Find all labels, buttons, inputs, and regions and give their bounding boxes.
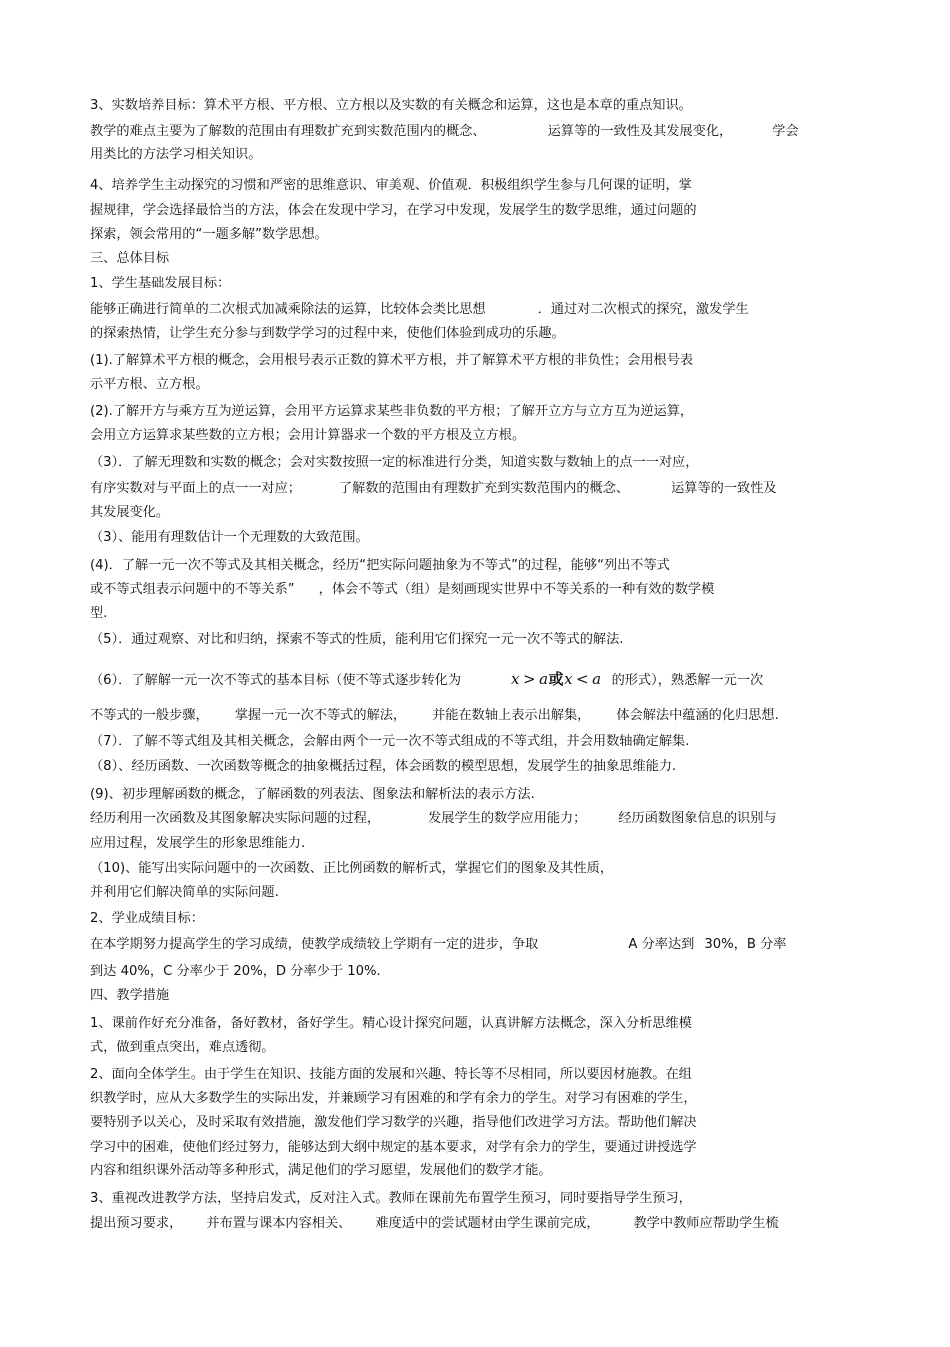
text-segment: 并布置与课本内容相关、 (206, 1216, 352, 1231)
text-line: 1、课前作好充分准备，备好教材，备好学生。精心设计探究问题，认真讲解方法概念，深入分析思维模 (90, 1016, 692, 1031)
text-segment: 经历函数图象信息的识别与 (618, 811, 777, 826)
text-line (90, 122, 799, 142)
text-line (90, 1214, 779, 1234)
text-line: (9)、初步理解函数的概念，了解函数的列表法、图象法和解析法的表示方法. (90, 787, 535, 802)
inequality-formula (511, 670, 602, 688)
text-line: （3）、能用有理数估计一个无理数的大致范围。 (90, 530, 369, 545)
text-segment: 掌握一元一次不等式的解法， (234, 708, 407, 723)
text-line: 用类比的方法学习相关知识。 (90, 147, 262, 162)
text-line: 要特别予以关心，及时采取有效措施，激发他们学习数学的兴趣，指导他们改进学习方法。帮助他们解决 (90, 1115, 697, 1130)
formula-op1: > (523, 670, 537, 688)
formula-conj: 或 (548, 670, 565, 688)
text-segment: 运算等的一致性及其发展变化， (547, 124, 733, 139)
text-line: 的探索热情，让学生充分参与到数学学习的过程中来，使他们体验到成功的乐趣。 (90, 326, 565, 341)
text-segment: 体会解法中蕴涵的化归思想. (616, 708, 779, 723)
text-segment: 难度适中的尝试题材由学生课前完成， (375, 1216, 600, 1231)
text-line: (1).了解算术平方根的概念，会用根号表示正数的算术平方根，并了解算术平方根的非负性；会用根号表 (90, 353, 694, 368)
text-segment: 提出预习要求， (90, 1216, 183, 1231)
text-line: 到达 40%，C 分率少于 20%，D 分率少于 10%. (90, 964, 381, 979)
text-line (90, 935, 786, 955)
section-4-heading: 四、教学措施 (90, 988, 170, 1003)
text-line (90, 706, 779, 726)
text-segment: 能够正确进行简单的二次根式加减乘除法的运算，比较体会类比思想 (90, 302, 486, 317)
text-segment: A 分率达到 (628, 937, 695, 952)
text-line (90, 479, 777, 499)
text-line: 内容和组织课外活动等多种形式，满足他们的学习愿望，发展他们的数学才能。 (90, 1163, 552, 1178)
subsection-1-heading: 1、学生基础发展目标： (90, 276, 231, 291)
text-segment: 教学中教师应帮助学生梳 (633, 1216, 779, 1231)
section-3-heading: 三、总体目标 (90, 251, 170, 266)
text-line: 并利用它们解决简单的实际问题. (90, 885, 279, 900)
text-line (90, 300, 749, 320)
text-line: 握规律，学会选择最恰当的方法，体会在发现中学习，在学习中发现，发展学生的数学思维，通过问题的 (90, 203, 697, 218)
text-line: 式，做到重点突出，难点透彻。 (90, 1040, 275, 1055)
text-line (90, 809, 777, 829)
text-segment: 发展学生的数学应用能力； (428, 811, 587, 826)
text-line: 型. (90, 606, 108, 621)
text-line: 织教学时，应从大多数学生的实际出发，并兼顾学习有困难的和学有余力的学生。对学习有困难的学生， (90, 1091, 697, 1106)
text-segment: 运算等的一致性及 (671, 481, 777, 496)
text-line: 其发展变化。 (90, 505, 170, 520)
text-line: 4、培养学生主动探究的习惯和严密的思维意识、审美观、价值观．积极组织学生参与几何课的证明，掌 (90, 178, 692, 193)
text-segment: 教学的难点主要为了解数的范围由有理数扩充到实数范围内的概念、 (90, 124, 486, 139)
formula-val2: a (592, 670, 602, 688)
text-line: (2).了解开方与乘方互为逆运算，会用平方运算求某些非负数的平方根；了解开立方与立方互为逆运算， (90, 404, 694, 419)
text-segment: ．通过对二次根式的探究，激发学生 (537, 302, 749, 317)
text-line: 示平方根、立方根。 (90, 377, 209, 392)
formula-left-var: x (511, 670, 521, 688)
formula-op2: < (576, 670, 590, 688)
text-line (90, 669, 763, 691)
text-line: 学习中的困难，使他们经过努力，能够达到大纲中规定的基本要求，对学有余力的学生，要通过讲授选学 (90, 1140, 697, 1155)
text-line: (4)．了解一元一次不等式及其相关概念，经历“把实际问题抽象为不等式”的过程，能够“列出不等式 (90, 558, 670, 573)
formula-val1: a (539, 670, 549, 688)
text-segment: 有序实数对与平面上的点一一对应； (90, 481, 301, 496)
text-segment: （6）．了解解一元一次不等式的基本目标（使不等式逐步转化为 (90, 673, 462, 688)
text-segment: ，体会不等式（组）是刻画现实世界中不等关系的一种有效的数学模 (318, 582, 715, 597)
text-segment: 在本学期努力提高学生的学习成绩，使教学成绩较上学期有一定的进步，争取 (90, 937, 539, 952)
text-segment: 学会 (772, 124, 799, 139)
text-line: 应用过程，发展学生的形象思维能力. (90, 836, 306, 851)
text-line: 会用立方运算求某些数的立方根；会用计算器求一个数的平方根及立方根。 (90, 428, 526, 443)
text-segment: 并能在数轴上表示出解集， (432, 708, 591, 723)
formula-right-var: x (564, 670, 574, 688)
text-line: （7）．了解不等式组及其相关概念，会解由两个一元一次不等式组成的不等式组，并会用数轴确定解集. (90, 734, 690, 749)
text-line: （5）．通过观察、对比和归纳，探索不等式的性质，能利用它们探究一元一次不等式的解法. (90, 632, 624, 647)
text-segment: 不等式的一般步骤， (90, 708, 209, 723)
goal-3-text: 3、实数培养目标：算术平方根、平方根、立方根以及实数的有关概念和运算，这也是本章的重点知识。 (90, 98, 692, 113)
text-segment: 或不等式组表示问题中的不等关系” (90, 582, 295, 597)
text-segment: 经历利用一次函数及其图象解决实际问题的过程， (90, 811, 381, 826)
text-line: （3）．了解无理数和实数的概念；会对实数按照一定的标准进行分类，知道实数与数轴上的点一一对应， (90, 455, 699, 470)
text-segment: 的形式），熟悉解一元一次 (611, 673, 764, 688)
text-line: 探索，领会常用的“一题多解”数学思想。 (90, 227, 328, 242)
subsection-2-heading: 2、学业成绩目标： (90, 911, 204, 926)
text-line: （8）、经历函数、一次函数等概念的抽象概括过程，体会函数的模型思想，发展学生的抽象思维能力. (90, 759, 677, 774)
text-line (90, 580, 714, 600)
text-segment: 30%，B 分率 (704, 937, 787, 952)
text-line: （10)、能写出实际问题中的一次函数、正比例函数的解析式，掌握它们的图象及其性质， (90, 861, 614, 876)
text-line: 2、面向全体学生。由于学生在知识、技能方面的发展和兴趣、特长等不尽相同，所以要因材施教。在组 (90, 1067, 692, 1082)
text-line: 3、重视改进教学方法，坚持启发式，反对注入式。教师在课前先布置学生预习，同时要指导学生预习， (90, 1191, 692, 1206)
text-segment: 了解数的范围由有理数扩充到实数范围内的概念、 (339, 481, 630, 496)
